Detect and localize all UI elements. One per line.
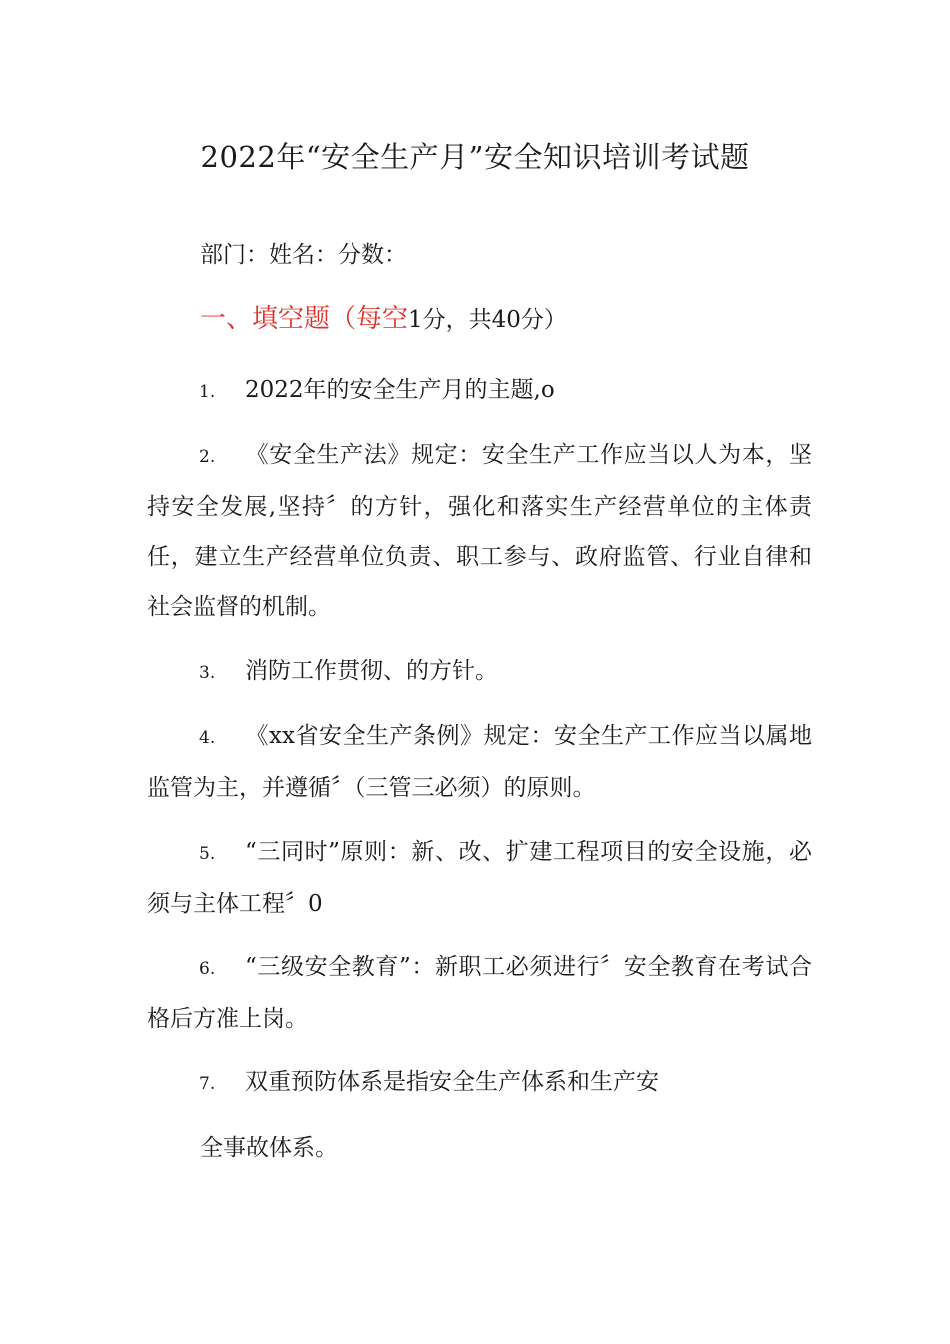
question-text: 双重预防体系是指安全生产体系和生产安 [245,1069,659,1095]
question-text: 《安全生产法》规定：安全生产工作应当以人为本，坚持安全发展,坚持〞的方针，强化和落实生产经营单位的主体责任，建立生产经营单位负责、职工参与、政府监管、行业自律和社会监督的机制。 [147,442,812,620]
question-4 [147,711,812,813]
question-number: 2. [199,447,216,467]
question-number: 3. [199,663,216,683]
question-number: 4. [199,728,216,748]
question-text: 消防工作贯彻、的方针。 [245,658,498,684]
question-number: 7. [199,1074,216,1094]
question-text: “三同时”原则：新、改、扩建工程项目的安全设施，必须与主体工程〞0 [147,839,812,917]
section-heading-rest: 1分，共40分） [408,307,567,333]
section-heading-red: 一、填空题（每空 [200,304,409,334]
question-text: “三级安全教育”：新职工必须进行〞安全教育在考试合格后方准上岗。 [147,954,812,1032]
question-6 [147,942,812,1044]
question-7 [147,1057,812,1109]
question-3 [147,646,812,698]
question-number: 6. [199,959,216,979]
question-text: 《xx省安全生产条例》规定：安全生产工作应当以属地监管为主，并遵循〞（三管三必须）的原则。 [147,723,812,801]
question-number: 5. [199,844,216,864]
question-2 [147,430,812,632]
document-title: 2022年“安全生产月”安全知识培训考试题 [200,140,750,174]
question-5 [147,827,812,929]
question-number: 1. [199,382,216,402]
question-1 [147,365,812,417]
info-line: 部门：姓名：分数： [200,242,407,268]
section-heading [200,298,567,335]
question-7-continuation: 全事故体系。 [200,1135,338,1161]
question-text: 2022年的安全生产月的主题,o [245,377,555,403]
